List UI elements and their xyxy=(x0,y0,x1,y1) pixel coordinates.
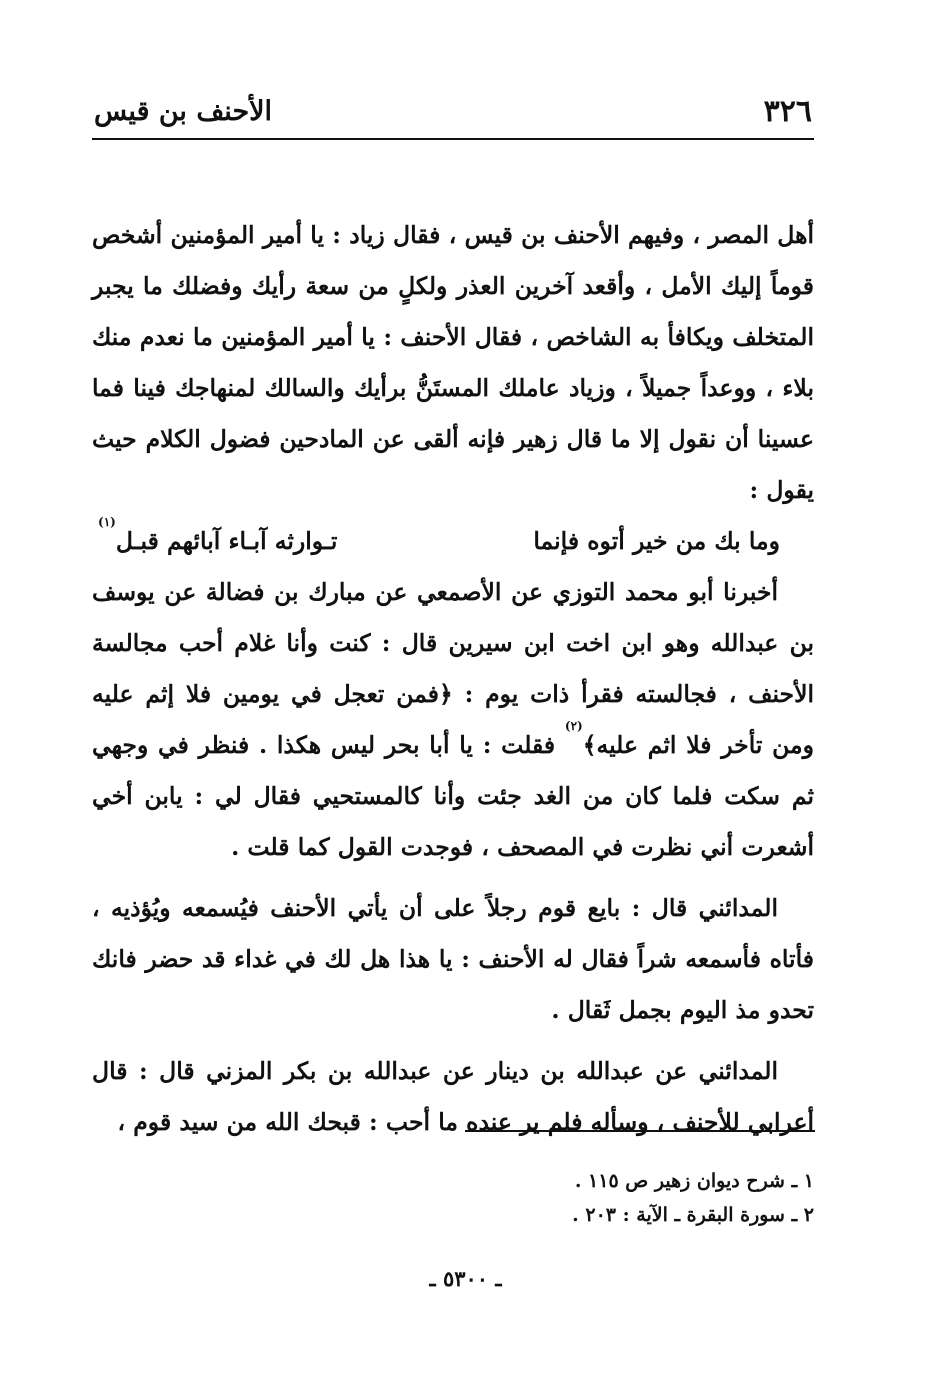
paragraph-2 xyxy=(92,567,814,873)
poem-verse xyxy=(92,516,814,567)
sheet-number: ـ ٥٣٠٠ ـ xyxy=(429,1266,502,1291)
paragraph-1: أهل المصر ، وفيهم الأحنف بن قيس ، فقال زياد : يا أمير المؤمنين أشخص قوماً إليك الأمل ، وأقعد آخرين العذر ولكلٍ من سعة رأيك وفضلك ما يجبر المتخلف ويكافأ به الشاخص ، فقال الأحنف : يا أمير المؤمنين ما نعدم منك بلاء ، ووعداً جميلاً ، وزياد عاملك المستَنُّ برأيك والسالك لمنهاجك فينا فما عسينا أن نقول إلا ما قال زهير فإنه ألقى عن المادحين فضول الكلام حيث يقول : xyxy=(92,221,814,504)
footnote-mark-1: (١) xyxy=(98,515,116,529)
footnote-mark-2: (٢) xyxy=(564,719,583,733)
verse-second-hemistich-text: تـوارثه آبـاء آبائهم قبـل xyxy=(115,527,338,555)
footnote-separator xyxy=(465,1130,815,1132)
running-header xyxy=(92,92,814,140)
paragraph-2-text-continued: فقلت : يا أبا بحر ليس هكذا . فنظر في وجهي ثم سكت فلما كان من الغد جئت وأنا كالمستحيي فقال لي : يابن أخي أشعرت أني نظرت في المصحف ، فوجدت القول كما قلت . xyxy=(92,731,814,861)
paragraph-2-text: أخبرنا أبو محمد التوزي عن الأصمعي عن مبارك بن فضالة عن يوسف بن عبدالله وهو ابن اخت ابن سيرين قال : كنت وأنا غلام أحب مجالسة الأحنف ، فجالسته فقرأ ذات يوم : ﴿فمن تعجل في يومين فلا إثم عليه ومن تأخر فلا اثم عليه﴾ xyxy=(92,578,814,759)
body-text xyxy=(92,210,814,1148)
verse-second-hemistich xyxy=(98,516,337,567)
page-number: ٣٢٦ xyxy=(763,94,812,129)
footnote-1: ١ ـ شرح ديوان زهير ص ١١٥ . xyxy=(574,1170,814,1192)
paragraph-4: المدائني عن عبدالله بن دينار عن عبدالله بن بكر المزني قال : قال أعرابي للأحنف ، وسأله فلم ير عنده ما أحب : قبحك الله من سيد قوم ، xyxy=(92,1057,814,1136)
verse-first-hemistich: وما بك من خير أتوه فإنما xyxy=(533,527,780,555)
paragraph-3: المدائني قال : بايع قوم رجلاً على أن يأتي الأحنف فيُسمعه ويُؤذيه ، فأتاه فأسمعه شراً فقال له الأحنف : يا هذا هل لك في غداء قد حضر فانك تحدو مذ اليوم بجمل ثَقال . xyxy=(92,894,814,1024)
running-title: الأحنف بن قيس xyxy=(94,96,273,127)
footnote-2: ٢ ـ سورة البقرة ـ الآية : ٢٠٣ . xyxy=(572,1204,814,1226)
footnotes xyxy=(92,1164,814,1232)
